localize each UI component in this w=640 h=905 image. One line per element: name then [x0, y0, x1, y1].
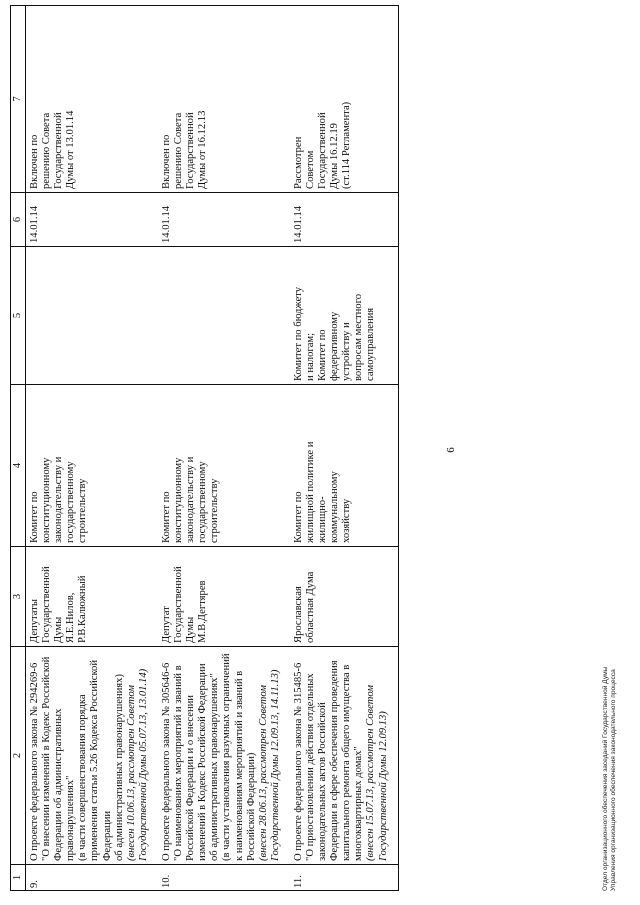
text-line: строительству	[77, 478, 89, 543]
text-line: Федерации в сфере обеспечения проведения	[329, 660, 341, 861]
text-line: Комитет по	[29, 491, 40, 543]
column-number: 7	[11, 6, 26, 193]
table-row	[290, 6, 398, 891]
text-line: самоуправления	[365, 307, 377, 381]
text-line: Р.В.Калюжный	[77, 575, 89, 643]
row-number	[158, 865, 290, 891]
text-line: применения статьи 5.26 Кодекса Российской	[89, 659, 101, 861]
text-line: федеративному	[329, 311, 341, 381]
text-line: (в части установления разумных ограничений	[221, 653, 233, 861]
text-line: Рассмотрен	[292, 136, 304, 189]
text-line: О проекте федерального закона № 315485-6	[292, 662, 304, 861]
text-line: Государственной	[317, 112, 329, 189]
text-line: Включен по	[29, 134, 40, 189]
row-number	[26, 865, 158, 891]
co-committee-cell	[158, 247, 290, 385]
initiator-cell	[290, 547, 398, 647]
text-line: законодательству и	[53, 456, 65, 543]
table-row	[158, 6, 290, 891]
footer-line: Управления организационного обеспечения законодательного процесса	[610, 669, 618, 891]
status-cell	[26, 6, 158, 193]
text-line: Федерации об административных	[53, 708, 65, 861]
text-line: решению Совета	[41, 112, 53, 189]
column-number: 1	[11, 865, 26, 891]
bill-title-cell	[26, 647, 158, 865]
text-line: строительству	[209, 478, 221, 543]
date-cell	[26, 193, 158, 247]
text-line: капитального ремонта общего имущества в	[341, 664, 353, 861]
text-line: областная Дума	[304, 571, 316, 643]
text-line: об административных правонарушениях)	[113, 674, 125, 861]
text-line: устройству и	[341, 322, 353, 381]
text-line: "О наименованиях мероприятий и званий в	[173, 665, 185, 861]
text-line: к наименованиям мероприятий и званий в	[233, 670, 245, 861]
text-line: коммунальному	[329, 471, 341, 543]
row-number	[290, 865, 398, 891]
text-line: (в части совершенствования порядка	[77, 694, 89, 861]
date-cell	[290, 193, 398, 247]
committee-cell	[158, 385, 290, 547]
text-line: "О внесении изменений в Кодекс Российской	[41, 656, 53, 861]
text-line: многоквартирных домах"	[353, 746, 365, 861]
text-line: конституционному	[173, 457, 185, 543]
text-line: Депутаты	[29, 599, 40, 643]
text-line: Думы	[185, 616, 197, 643]
bill-title-cell	[158, 647, 290, 865]
text-line: "О приостановлении действия отдельных	[304, 673, 316, 861]
text-line: законодательству и	[185, 456, 197, 543]
text-line: хозяйству	[341, 498, 353, 543]
text-line: Государственной Думы 12.09.13, 14.11.13)	[269, 669, 281, 861]
text-line: и налогам;	[304, 332, 316, 381]
text-line: Комитет по	[292, 491, 304, 543]
column-number: 4	[11, 385, 26, 547]
text-line: Комитет по бюджету	[292, 286, 304, 381]
status-cell	[158, 6, 290, 193]
table-body	[26, 6, 399, 891]
text-line: Думы от 16.12.13	[197, 110, 209, 189]
text-line: жилищно-	[317, 496, 329, 543]
text-line: Комитет по	[160, 491, 172, 543]
text-line: Государственной	[185, 112, 197, 189]
text-line: правонарушениях"	[65, 775, 77, 861]
column-number: 6	[11, 193, 26, 247]
text-line: Думы от 13.01.14	[65, 110, 77, 189]
text-line: Думы	[53, 616, 65, 643]
text-line: Включен по	[160, 134, 172, 189]
text-line: (внесен 10.06.13, рассмотрен Советом	[125, 685, 137, 861]
bill-title-cell	[290, 647, 398, 865]
text-line: (ст.114 Регламента)	[341, 101, 353, 189]
text-line: законодательных актов Российской	[317, 702, 329, 861]
text-line: государственному	[65, 461, 77, 543]
text-line: жилищной политике и	[304, 441, 316, 543]
text-line: Государственной Думы 05.07.13, 13.01.14)	[137, 668, 149, 861]
committee-cell	[290, 385, 398, 547]
text-line: Российской Федерации)	[245, 752, 257, 861]
text-line: О проекте федерального закона № 305646-6	[160, 662, 172, 861]
footer	[602, 667, 619, 891]
row-number-text: 10.	[160, 874, 172, 888]
column-number: 2	[11, 647, 26, 865]
column-number: 3	[11, 547, 26, 647]
initiator-cell	[158, 547, 290, 647]
co-committee-cell	[290, 247, 398, 385]
text-line: (внесен 28.06.13, рассмотрен Советом	[257, 685, 269, 861]
text-line: О проекте федерального закона № 294269-6	[29, 662, 40, 861]
text-line: Федерации	[101, 810, 113, 861]
text-line: Комитет по	[317, 329, 329, 381]
footer-line: Отдел организационного обеспечения заседаний Государственной Думы	[602, 666, 609, 891]
text-line: Российской Федерации и о внесении	[185, 695, 197, 861]
text-line: Депутат	[160, 606, 172, 643]
text-line: М.В.Дегтярев	[197, 580, 209, 643]
date-text: 14.01.14	[160, 205, 172, 243]
page-number: 6	[445, 447, 457, 453]
row-number-text: 9.	[29, 880, 40, 888]
text-line: конституционному	[41, 457, 53, 543]
committee-cell	[26, 385, 158, 547]
text-line: изменений в Кодекс Российской Федерации	[197, 663, 209, 861]
text-line: Советом	[304, 150, 316, 189]
text-line: Государственной Думы 12.09.13)	[377, 711, 389, 861]
column-number: 5	[11, 247, 26, 385]
date-text: 14.01.14	[292, 205, 304, 243]
table-row	[26, 6, 158, 891]
text-line: государственному	[197, 461, 209, 543]
text-line: Думы 16.12.19	[329, 123, 341, 189]
text-line: (внесен 15.07.13, рассмотрен Советом	[365, 685, 377, 861]
text-line: об административных правонарушениях"	[209, 673, 221, 861]
text-line: Государственной	[53, 112, 65, 189]
text-line: Государственной	[173, 566, 185, 643]
date-cell	[158, 193, 290, 247]
co-committee-cell	[26, 247, 158, 385]
text-line: Ярославская	[292, 586, 304, 643]
row-number-text: 11.	[292, 875, 304, 888]
agenda-table	[10, 5, 399, 891]
text-line: решению Совета	[173, 112, 185, 189]
text-line: вопросам местного	[353, 294, 365, 381]
initiator-cell	[26, 547, 158, 647]
text-line: Государственной	[41, 566, 53, 643]
status-cell	[290, 6, 398, 193]
column-number-row	[11, 6, 26, 891]
text-line: Я.Е.Нилов,	[65, 592, 77, 643]
date-text: 14.01.14	[29, 205, 40, 243]
